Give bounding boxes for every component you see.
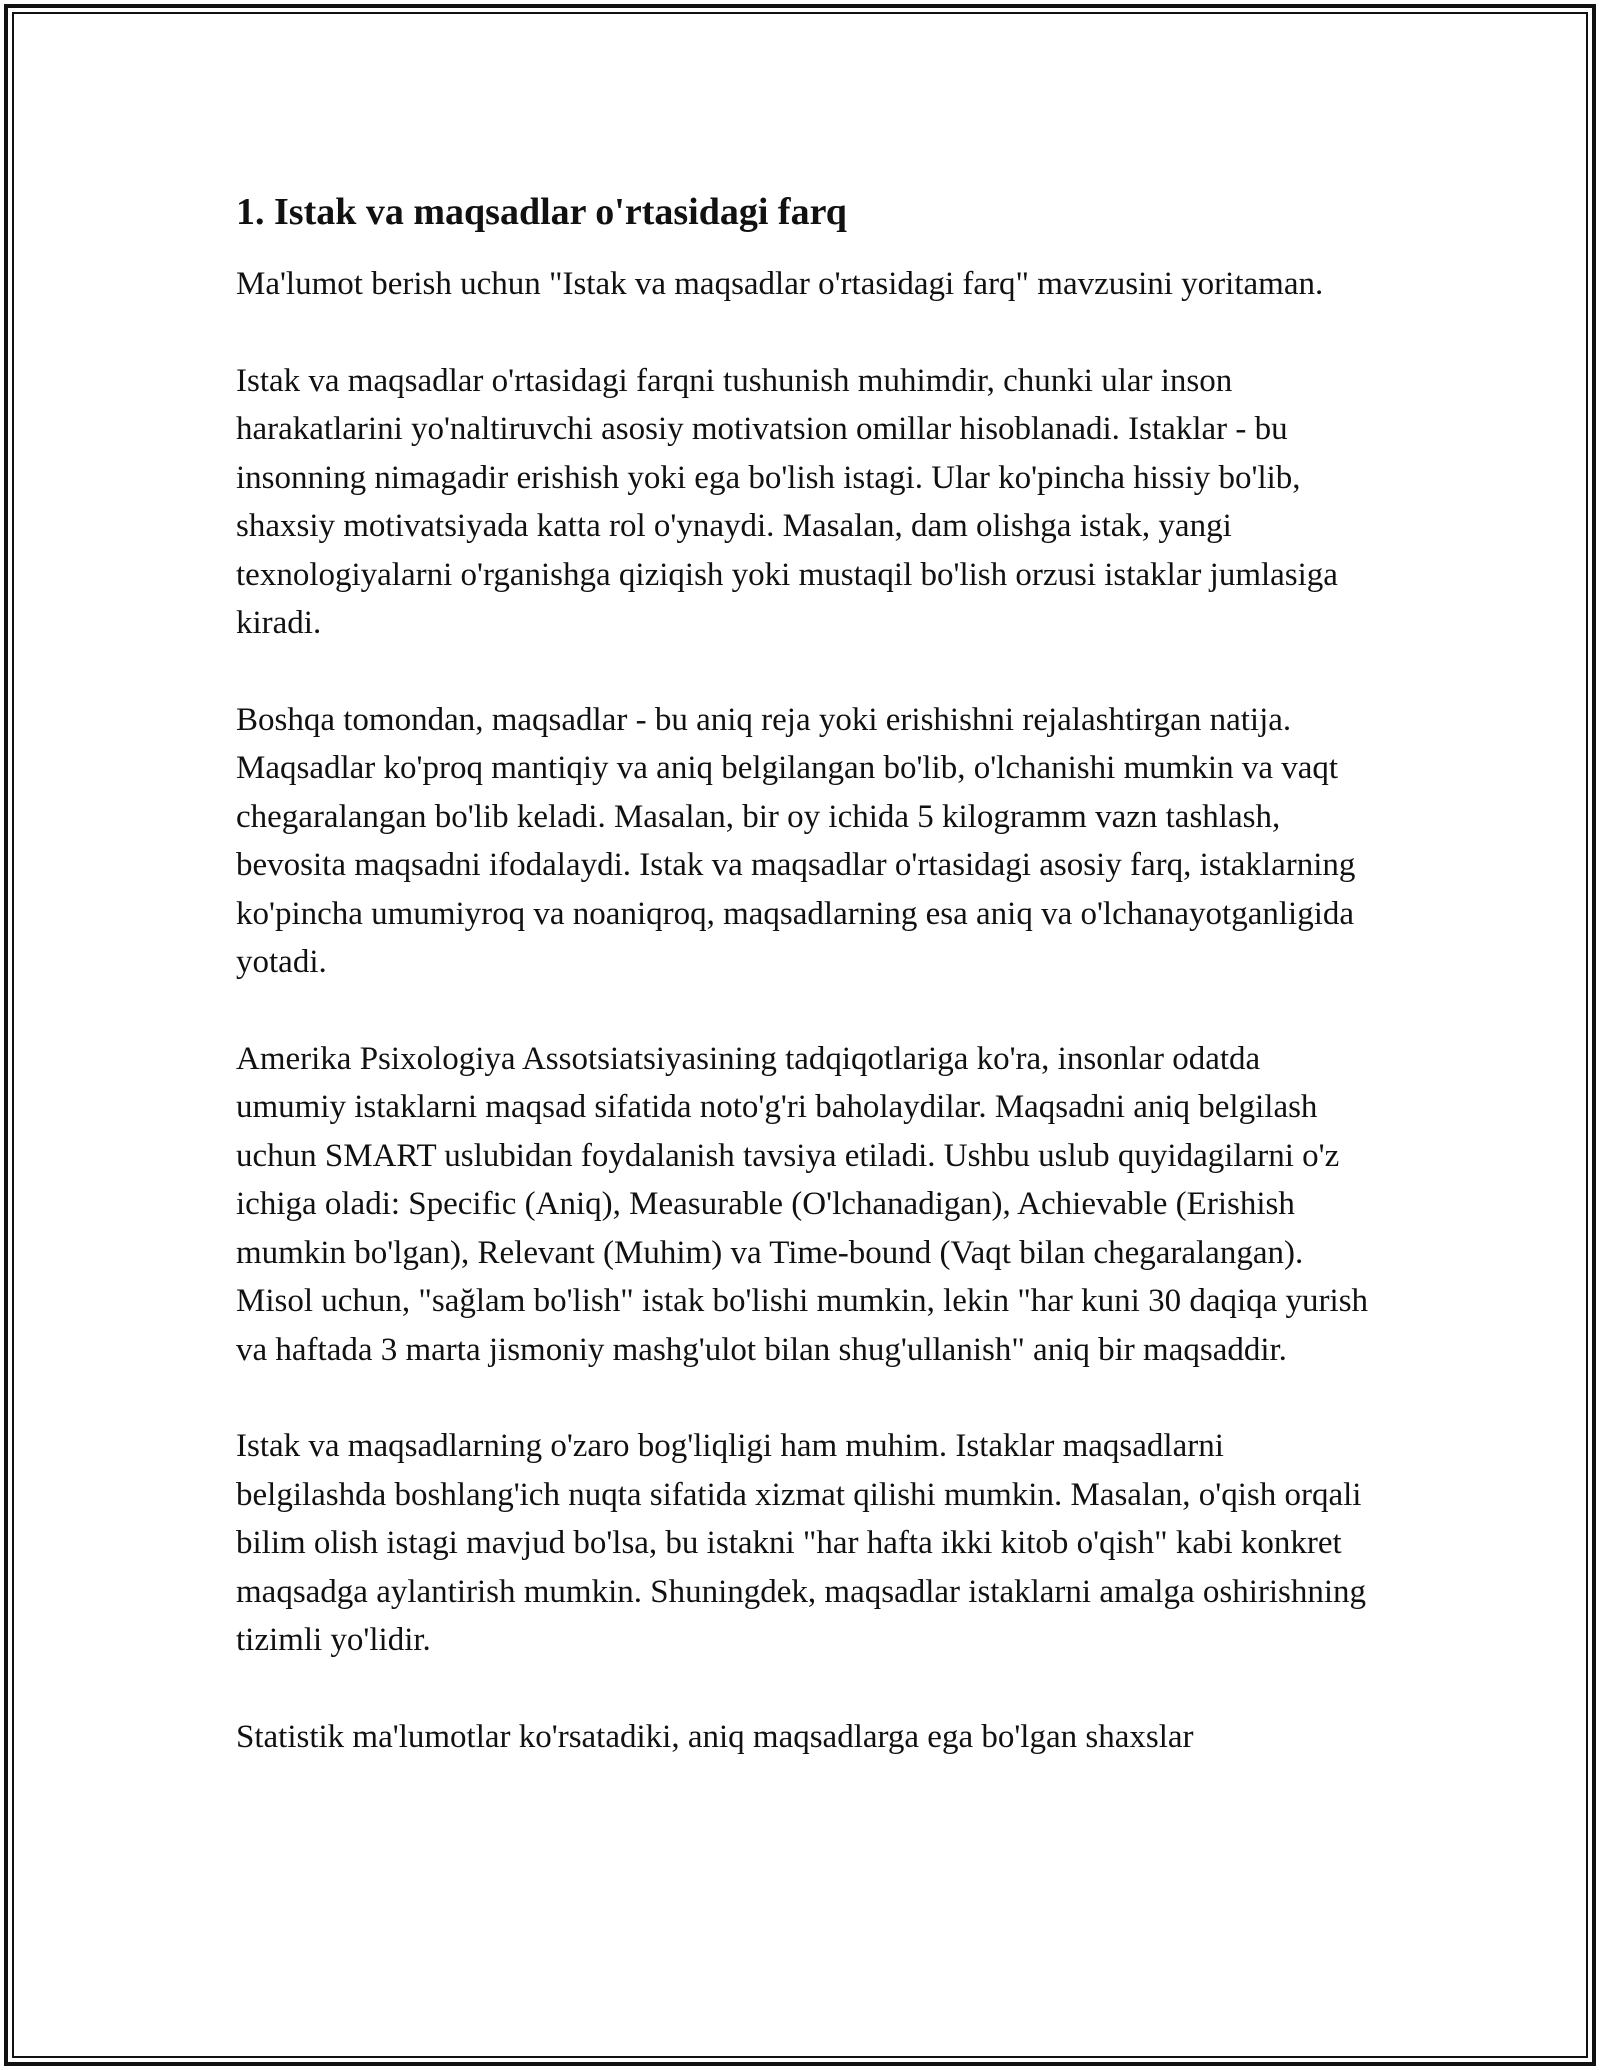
page-title: 1. Istak va maqsadlar o'rtasidagi farq <box>236 191 847 233</box>
paragraph-intro: Ma'lumot berish uchun "Istak va maqsadlar o'rtasidagi farq" mavzusini yoritaman. <box>236 266 1324 302</box>
paragraph-relationship: Istak va maqsadlarning o'zaro bog'liqligi ham muhim. Istaklar maqsadlarni belgilashda boshlang'ich nuqta sifatida xizmat qilishi mumkin. Masalan, o'qish orqali bilim olish istagi mavjud bo'lsa, bu istakni "har hafta ikki kitob o'qish" kabi konkret maqsadga aylantirish mumkin. Shuningdek, maqsadlar istaklarni amalga oshirishning tizimli yo'lidir. <box>236 1428 1367 1658</box>
paragraph-statistics: Statistik ma'lumotlar ko'rsatadiki, aniq maqsadlarga ega bo'lgan shaxslar <box>236 1718 1194 1755</box>
paragraph-goals: Boshqa tomondan, maqsadlar - bu aniq reja yoki erishishni rejalashtirgan natija. Maqsadlar ko'proq mantiqiy va aniq belgilangan bo'lib, o'lchanishi mumkin va vaqt chegaralangan bo'lib keladi. Masalan, bir oy ichida 5 kilogramm vazn tashlash, bevosita maqsadni ifodalaydi. Istak va maqsadlar o'rtasidagi asosiy farq, istaklarning ko'pincha umumiyroq va noaniqroq, maqsadlarning esa aniq va o'lchanayotganligida yotadi. <box>236 701 1356 980</box>
document-body <box>236 186 1376 1809</box>
paragraph-desires: Istak va maqsadlar o'rtasidagi farqni tushunish muhimdir, chunki ular inson harakatlarini yo'naltiruvchi asosiy motivatsion omillar hisoblanadi. Istaklar - bu insonning nimagadir erishish yoki ega bo'lish istagi. Ular ko'pincha hissiy bo'lib, shaxsiy motivatsiyada katta rol o'ynaydi. Masalan, dam olishga istak, yangi texnologiyalarni o'rganishga qiziqish yoki mustaqil bo'lish orzusi istaklar jumlasiga kiradi. <box>236 362 1338 641</box>
paragraph-smart: Amerika Psixologiya Assotsiatsiyasining tadqiqotlariga ko'ra, insonlar odatda umumiy istaklarni maqsad sifatida noto'g'ri baholaydilar. Maqsadni aniq belgilash uchun SMART uslubidan foydalanish tavsiya etiladi. Ushbu uslub quyidagilarni o'z ichiga oladi: Specific (Aniq), Measurable (O'lchanadigan), Achievable (Erishish mumkin bo'lgan), Relevant (Muhim) va Time-bound (Vaqt bilan chegaralangan). Misol uchun, "sağlam bo'lish" istak bo'lishi mumkin, lekin "har kuni 30 daqiqa yurish va haftada 3 marta jismoniy mashg'ulot bilan shug'ullanish" aniq bir maqsaddir. <box>236 1040 1369 1368</box>
